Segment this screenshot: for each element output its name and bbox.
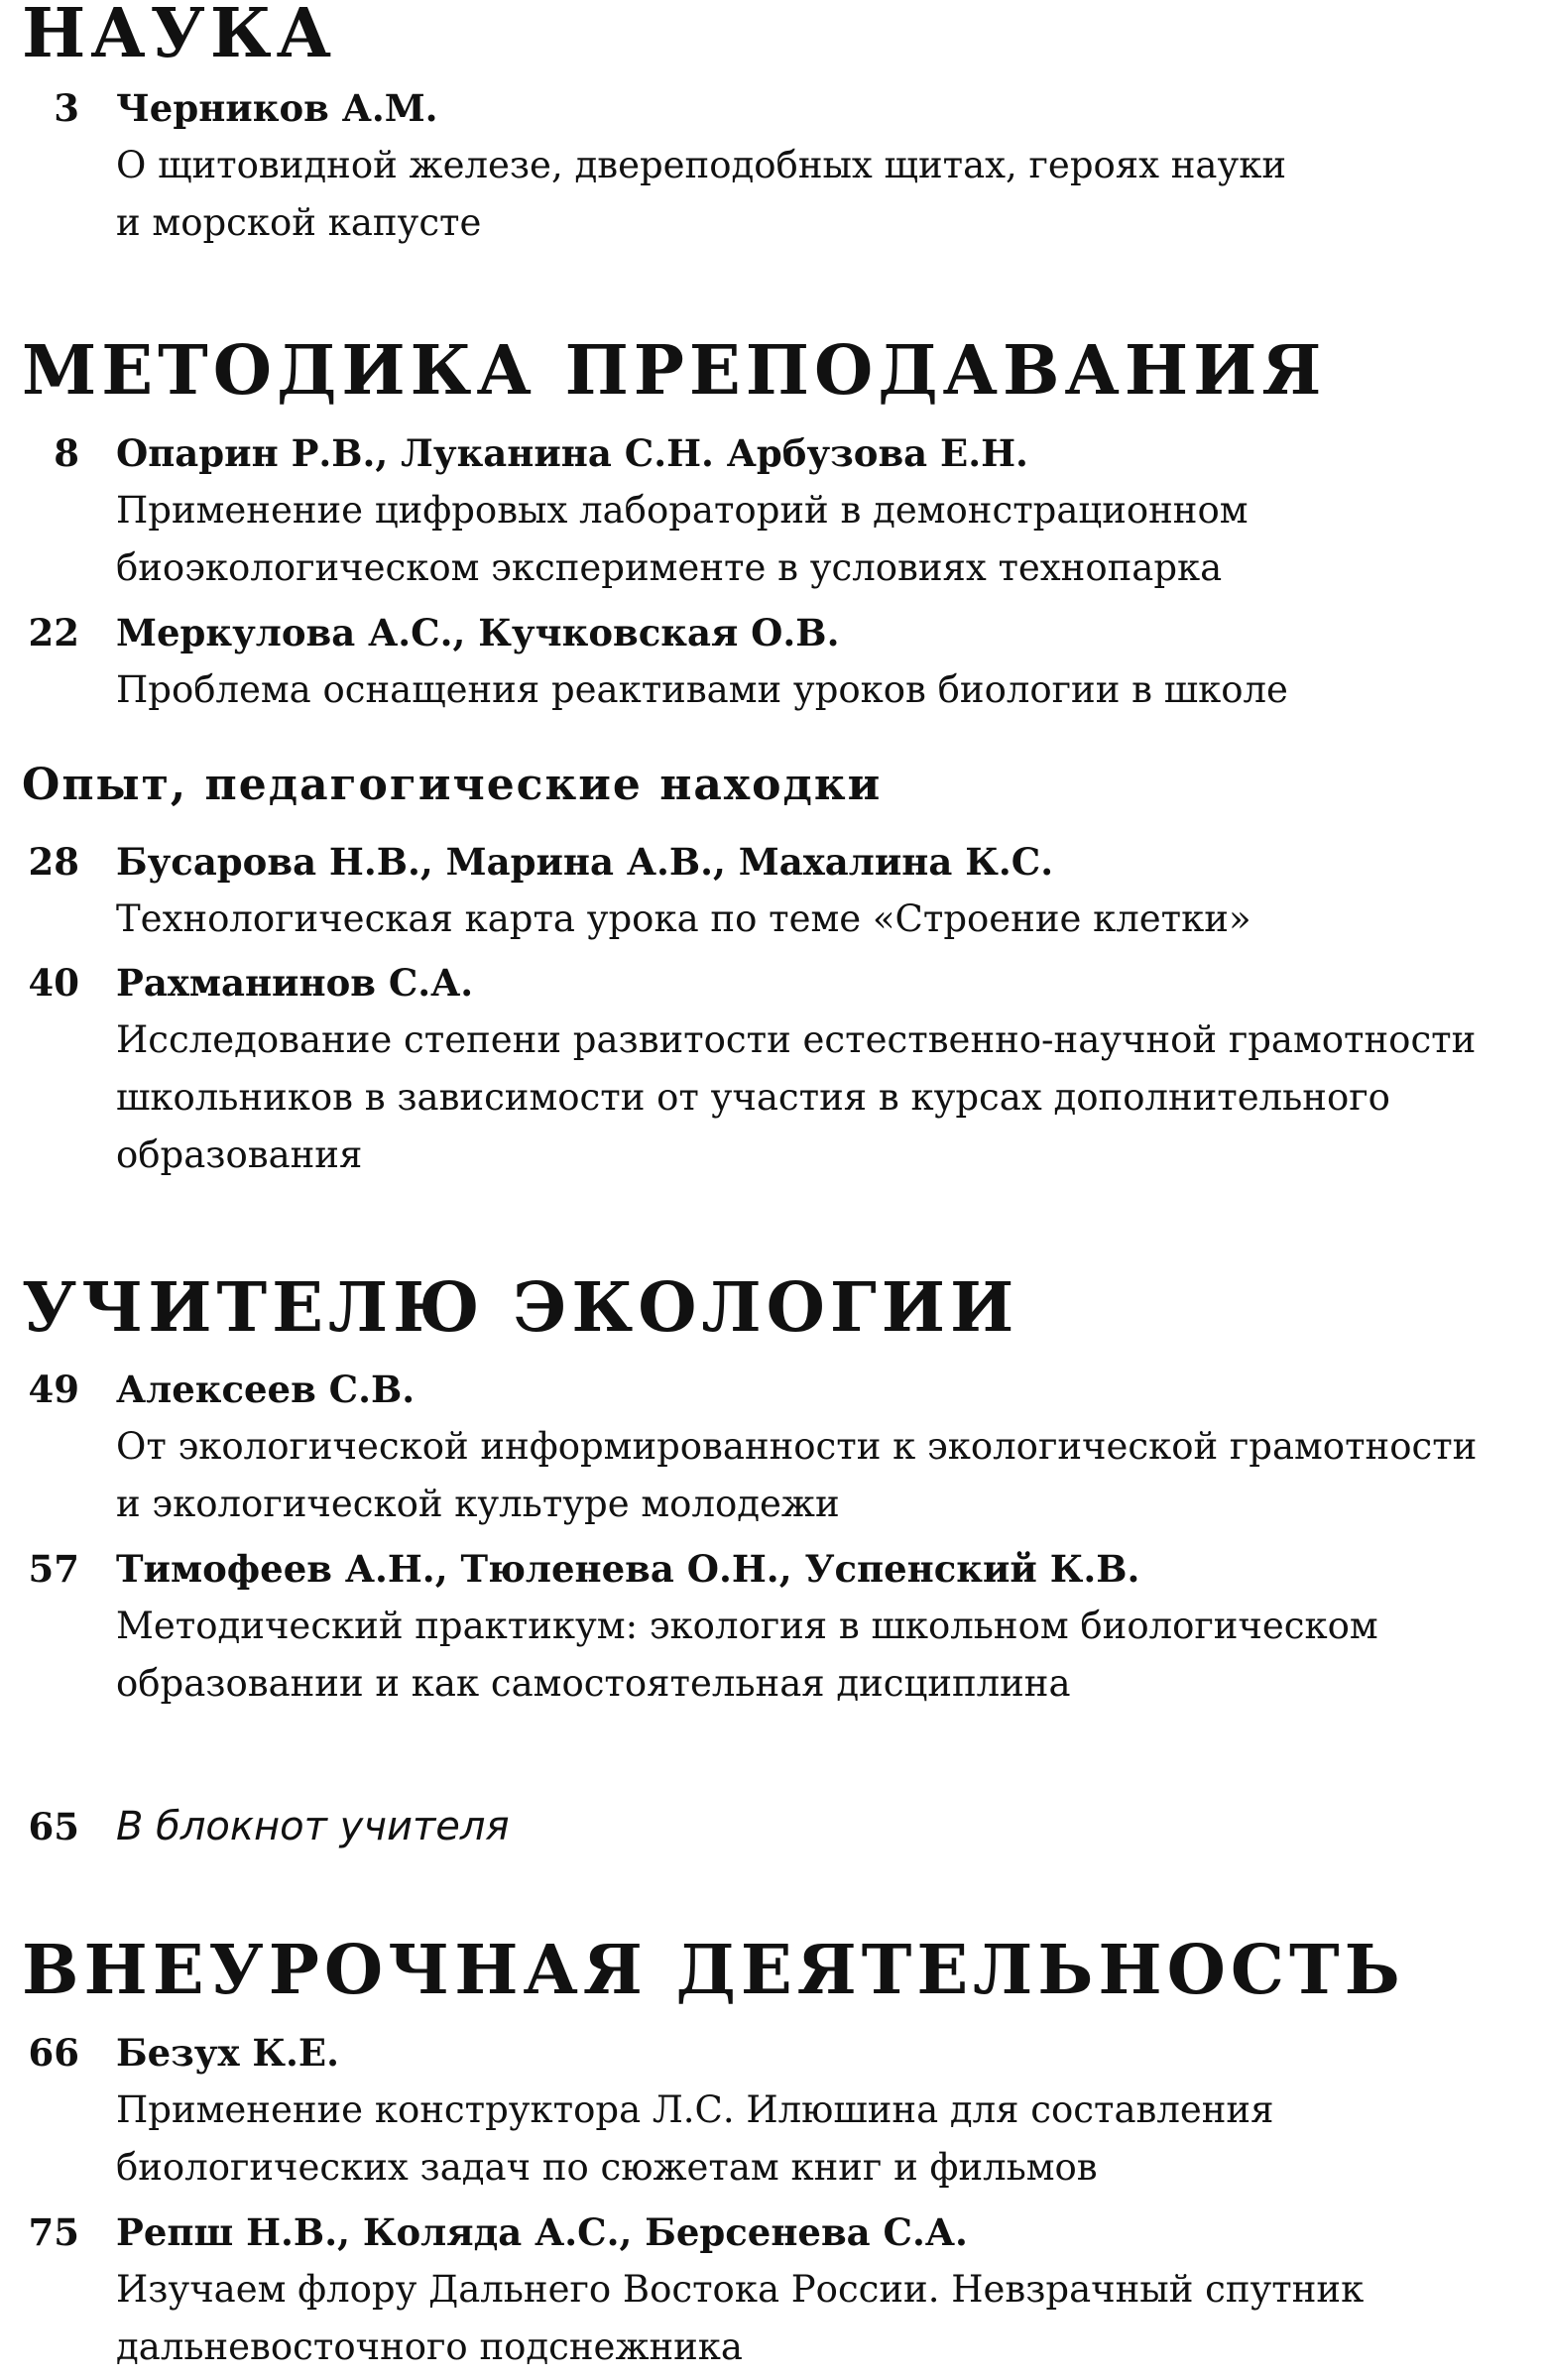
entry-authors: Безух К.Е. <box>116 2031 340 2075</box>
page-number: 49 <box>28 1368 79 1411</box>
entry-authors: Бусарова Н.В., Марина А.В., Махалина К.С. <box>116 840 1054 884</box>
notebook-label <box>116 1797 510 1856</box>
section-title-extracurricular: ВНЕУРОЧНАЯ ДЕЯТЕЛЬНОСТЬ <box>22 1931 1405 2010</box>
entry-title: Изучаем флору Дальнего Востока России. Невзрачный спутник дальневосточного подснежника <box>116 2268 1365 2368</box>
section-title-methods: МЕТОДИКА ПРЕПОДАВАНИЯ <box>22 331 1327 411</box>
entry-authors: Опарин Р.В., Луканина С.Н. Арбузова Е.Н. <box>116 431 1028 475</box>
entry-authors: Алексеев С.В. <box>116 1368 416 1411</box>
entry-title: О щитовидной железе, двереподобных щитах, героях науки и морской капусте <box>116 144 1287 244</box>
subsection-title-experience: Опыт, педагогические находки <box>22 760 883 810</box>
entry-authors: Репш Н.В., Коляда А.С., Берсенева С.А. <box>116 2210 968 2254</box>
page-number: 3 <box>54 86 79 130</box>
entry-title: Технологическая карта урока по теме «Строение клетки» <box>116 897 1251 940</box>
entry-title: Применение конструктора Л.С. Илюшина для составления биологических задач по сюжетам книг и фильмов <box>116 2088 1274 2189</box>
entry-title: От экологической информированности к экологической грамотности и экологической культуре молодежи <box>116 1425 1478 1525</box>
entry-authors: Черников А.М. <box>116 86 438 130</box>
page-number: 8 <box>54 431 79 475</box>
entry-authors: Тимофеев А.Н., Тюленева О.Н., Успенский К.В. <box>116 1547 1140 1591</box>
section-title-ecology: УЧИТЕЛЮ ЭКОЛОГИИ <box>22 1268 1019 1348</box>
page-number: 57 <box>28 1547 79 1591</box>
page-number: 28 <box>28 840 79 884</box>
entry-authors: Меркулова А.С., Кучковская О.В. <box>116 611 840 654</box>
page-number: 40 <box>28 961 79 1005</box>
entry-title: Применение цифровых лабораторий в демонстрационном биоэкологическом эксперименте в условиях технопарка <box>116 489 1249 589</box>
page-number: 22 <box>28 611 79 654</box>
page-number: 65 <box>28 1805 79 1848</box>
entry-title: Методический практикум: экология в школьном биологическом образовании и как самостоятельная дисциплина <box>116 1605 1378 1705</box>
page-number: 66 <box>28 2031 79 2075</box>
entry-title: Исследование степени развитости естественно-научной грамотности школьников в зависимости от участия в курсах дополнительного образования <box>116 1018 1477 1176</box>
page-number: 75 <box>28 2210 79 2254</box>
section-title-science: НАУКА <box>22 0 337 73</box>
entry-title: Проблема оснащения реактивами уроков биологии в школе <box>116 668 1288 711</box>
entry-authors: Рахманинов С.А. <box>116 961 474 1005</box>
notebook-text: В блокнот учителя <box>116 1804 510 1849</box>
